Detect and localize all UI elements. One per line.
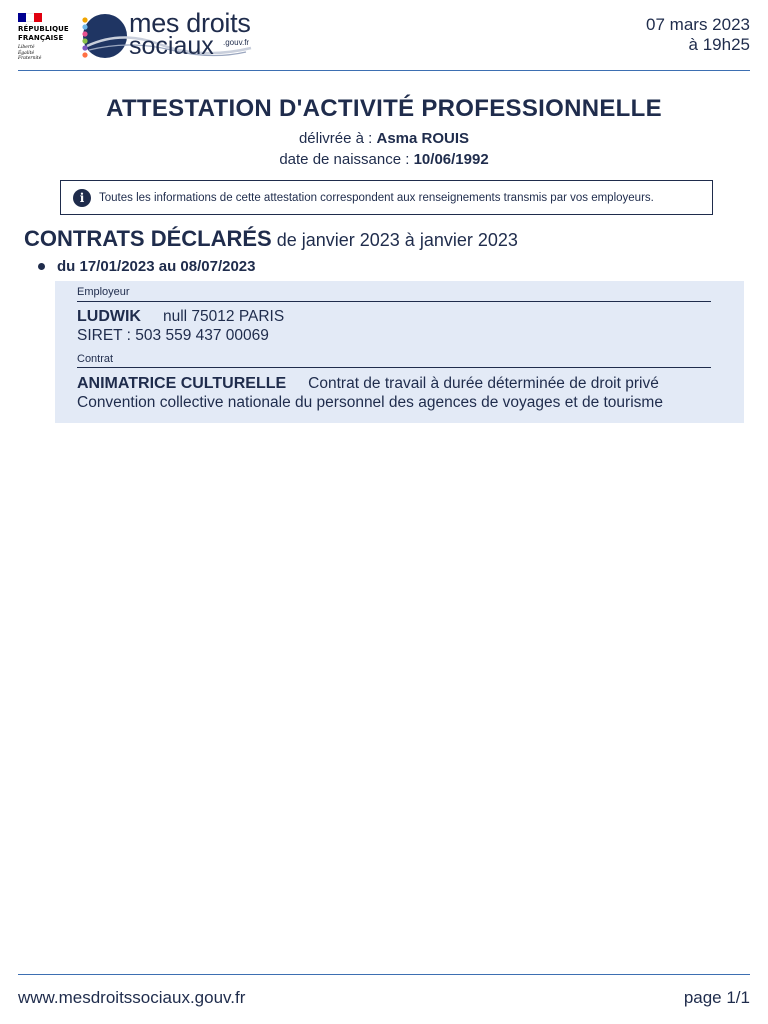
marianne-logo [18,13,78,63]
contract-divider [77,367,711,368]
birth-date-label: date de naissance : [279,151,414,168]
info-notice-text: Toutes les informations de cette attestation correspondent aux renseignements transmis par vos employeurs. [99,191,654,204]
issue-time: à 19h25 [688,35,750,54]
page-number: page 1/1 [683,988,750,1007]
employer-name: LUDWIK [77,308,141,325]
logo-domain-suffix: .gouv.fr [223,38,250,47]
delivered-label: délivrée à : [298,130,377,147]
info-icon: i [73,189,91,207]
bullet-icon [38,263,45,270]
contract-period-text: du 17/01/2023 au 08/07/2023 [57,258,256,275]
employer-siret: SIRET : 503 559 437 00069 [77,327,269,344]
header-divider [18,70,750,71]
mes-droits-sociaux-logo [81,10,261,66]
contract-card [55,281,744,423]
contract-type: Contrat de travail à durée déterminée de droit privé [308,375,659,392]
document-title: ATTESTATION D'ACTIVITÉ PROFESSIONNELLE [106,95,662,122]
holder-name: Asma ROUIS [376,130,470,147]
logo-text-line2: sociaux [129,32,214,60]
french-flag-icon [18,13,42,22]
birth-date-line [0,151,768,168]
collective-convention: Convention collective nationale du personnel des agences de voyages et de tourisme [77,394,663,411]
motto-label: Liberté Égalité Fraternité [18,45,42,61]
job-title: ANIMATRICE CULTURELLE [77,375,287,392]
employer-address: null 75012 PARIS [162,308,285,325]
employer-label: Employeur [77,286,130,298]
logo-text-line1: mes droits [129,8,251,38]
footer-website-link[interactable]: www.mesdroitssociaux.gouv.fr [18,988,246,1007]
issue-date: 07 mars 2023 [646,15,750,34]
contracts-heading-title: CONTRATS DÉCLARÉS [24,226,272,251]
info-notice [60,180,713,215]
delivered-to [0,130,768,147]
birth-date-value: 10/06/1992 [413,151,489,168]
page-header [18,10,750,71]
contracts-heading [24,226,518,252]
employer-divider [77,301,711,302]
employer-line [77,308,284,326]
footer-divider [18,974,750,975]
contract-line [77,375,659,393]
contract-label: Contrat [77,353,114,365]
contract-period [38,258,255,275]
issue-datetime [646,15,750,55]
republique-francaise-label: RÉPUBLIQUE FRANÇAISE [18,25,69,42]
contracts-heading-range: de janvier 2023 à janvier 2023 [271,230,518,250]
